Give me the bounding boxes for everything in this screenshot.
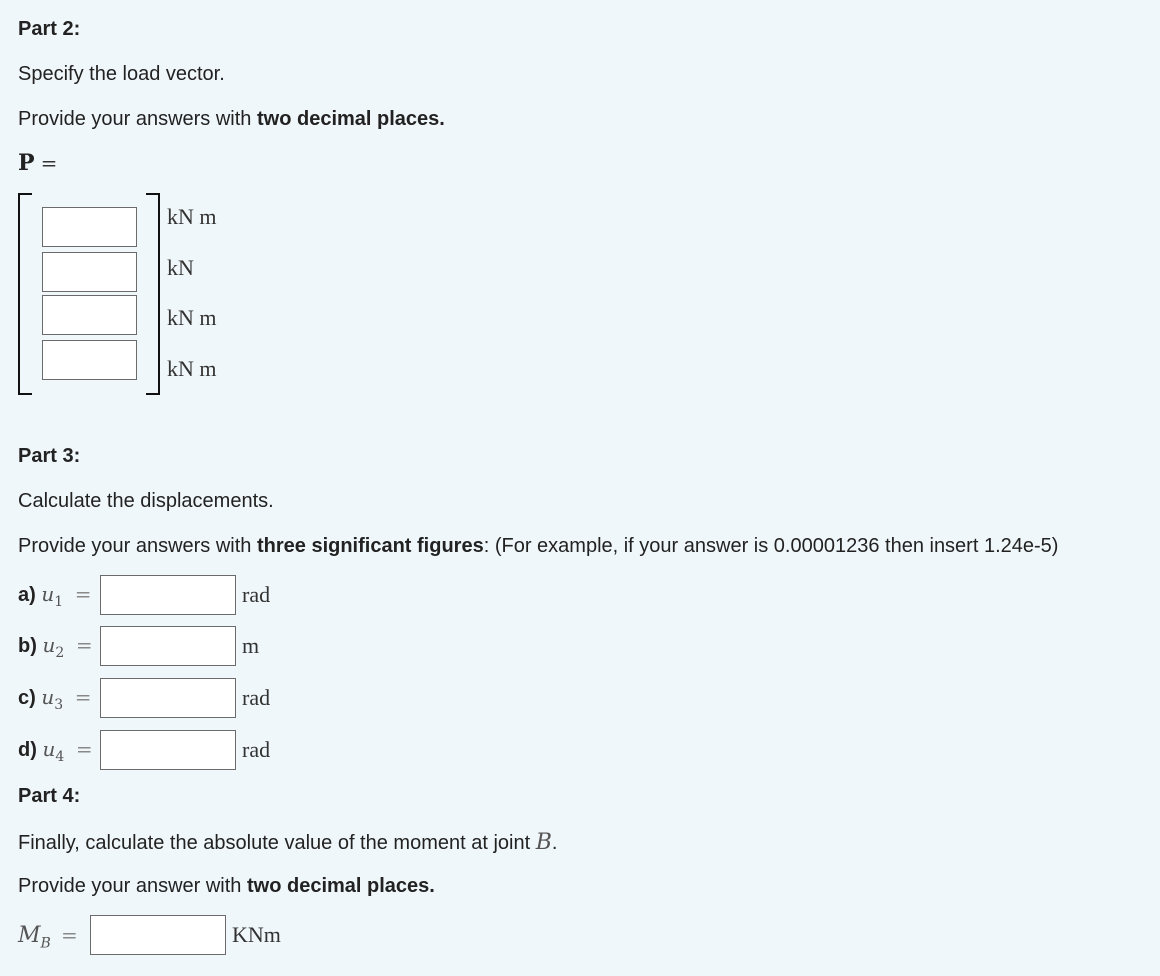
displacement-equals-d: = <box>75 737 93 761</box>
displacement-var-c: u <box>41 685 55 709</box>
displacement-row-d <box>18 737 93 765</box>
part2-heading: Part 2: <box>18 18 81 40</box>
part3-precision-bold: three significant figures <box>256 535 484 557</box>
part2-precision-bold: two decimal places. <box>256 108 445 130</box>
load-vector-symbol: P <box>18 150 35 176</box>
displacement-label-c: c) <box>18 687 36 709</box>
load-vector-equals: = <box>40 151 58 175</box>
part4-instruction-suffix: . <box>551 832 558 854</box>
displacement-sub-d: 4 <box>55 749 65 765</box>
load-vector-input-1[interactable] <box>42 207 137 247</box>
load-vector-input-3[interactable] <box>42 295 137 335</box>
part4-heading: Part 4: <box>18 785 81 807</box>
displacement-unit-c: rad <box>242 685 271 710</box>
displacement-row-b <box>18 633 93 661</box>
part3-heading: Part 3: <box>18 445 81 467</box>
load-vector-unit-4: kN m <box>167 356 217 381</box>
displacement-equals-c: = <box>74 685 92 709</box>
displacement-equals-a: = <box>74 582 92 606</box>
moment-row <box>18 922 78 951</box>
displacement-label-d: d) <box>18 739 37 761</box>
part4-instruction <box>18 830 557 855</box>
left-matrix-bracket <box>18 193 32 395</box>
displacement-label-a: a) <box>18 584 36 606</box>
load-vector-unit-2: kN <box>167 255 194 280</box>
part3-precision-prefix: Provide your answers with <box>18 535 257 557</box>
displacement-input-u4[interactable] <box>100 730 236 770</box>
load-vector-input-4[interactable] <box>42 340 137 380</box>
displacement-var-d: u <box>42 737 56 761</box>
part4-precision-prefix: Provide your answer with <box>18 875 247 897</box>
displacement-row-c <box>18 685 92 713</box>
moment-input-mb[interactable] <box>90 915 226 955</box>
load-vector-label <box>18 150 57 176</box>
part4-precision-bold: two decimal places. <box>246 875 435 897</box>
part3-precision-suffix: : (For example, if your answer is 0.00001236 then insert 1.24e-5) <box>483 535 1059 557</box>
displacement-row-a <box>18 582 92 610</box>
part2-precision-prefix: Provide your answers with <box>18 108 257 130</box>
displacement-unit-d: rad <box>242 737 271 762</box>
moment-unit: KNm <box>232 922 281 947</box>
displacement-unit-a: rad <box>242 582 271 607</box>
displacement-var-a: u <box>41 582 55 606</box>
part4-instruction-var: B <box>535 830 552 855</box>
load-vector-input-2[interactable] <box>42 252 137 292</box>
moment-equals: = <box>60 923 78 947</box>
moment-sub: B <box>40 935 51 952</box>
part4-instruction-prefix: Finally, calculate the absolute value of the moment at joint <box>18 832 536 854</box>
displacement-input-u2[interactable] <box>100 626 236 666</box>
right-matrix-bracket <box>146 193 160 395</box>
displacement-sub-b: 2 <box>55 645 65 661</box>
displacement-input-u3[interactable] <box>100 678 236 718</box>
part2-precision-note <box>18 108 445 131</box>
displacement-input-u1[interactable] <box>100 575 236 615</box>
load-vector-unit-3: kN m <box>167 305 217 330</box>
part4-precision-note <box>18 875 435 898</box>
displacement-sub-a: 1 <box>54 594 64 610</box>
part3-instruction: Calculate the displacements. <box>18 490 274 512</box>
part2-instruction: Specify the load vector. <box>18 63 225 85</box>
displacement-sub-c: 3 <box>54 697 64 713</box>
displacement-label-b: b) <box>18 635 37 657</box>
displacement-var-b: u <box>42 633 56 657</box>
load-vector-unit-1: kN m <box>167 204 217 229</box>
displacement-unit-b: m <box>242 633 260 658</box>
moment-var: M <box>18 923 41 948</box>
part3-precision-note <box>18 535 1058 558</box>
displacement-equals-b: = <box>75 633 93 657</box>
